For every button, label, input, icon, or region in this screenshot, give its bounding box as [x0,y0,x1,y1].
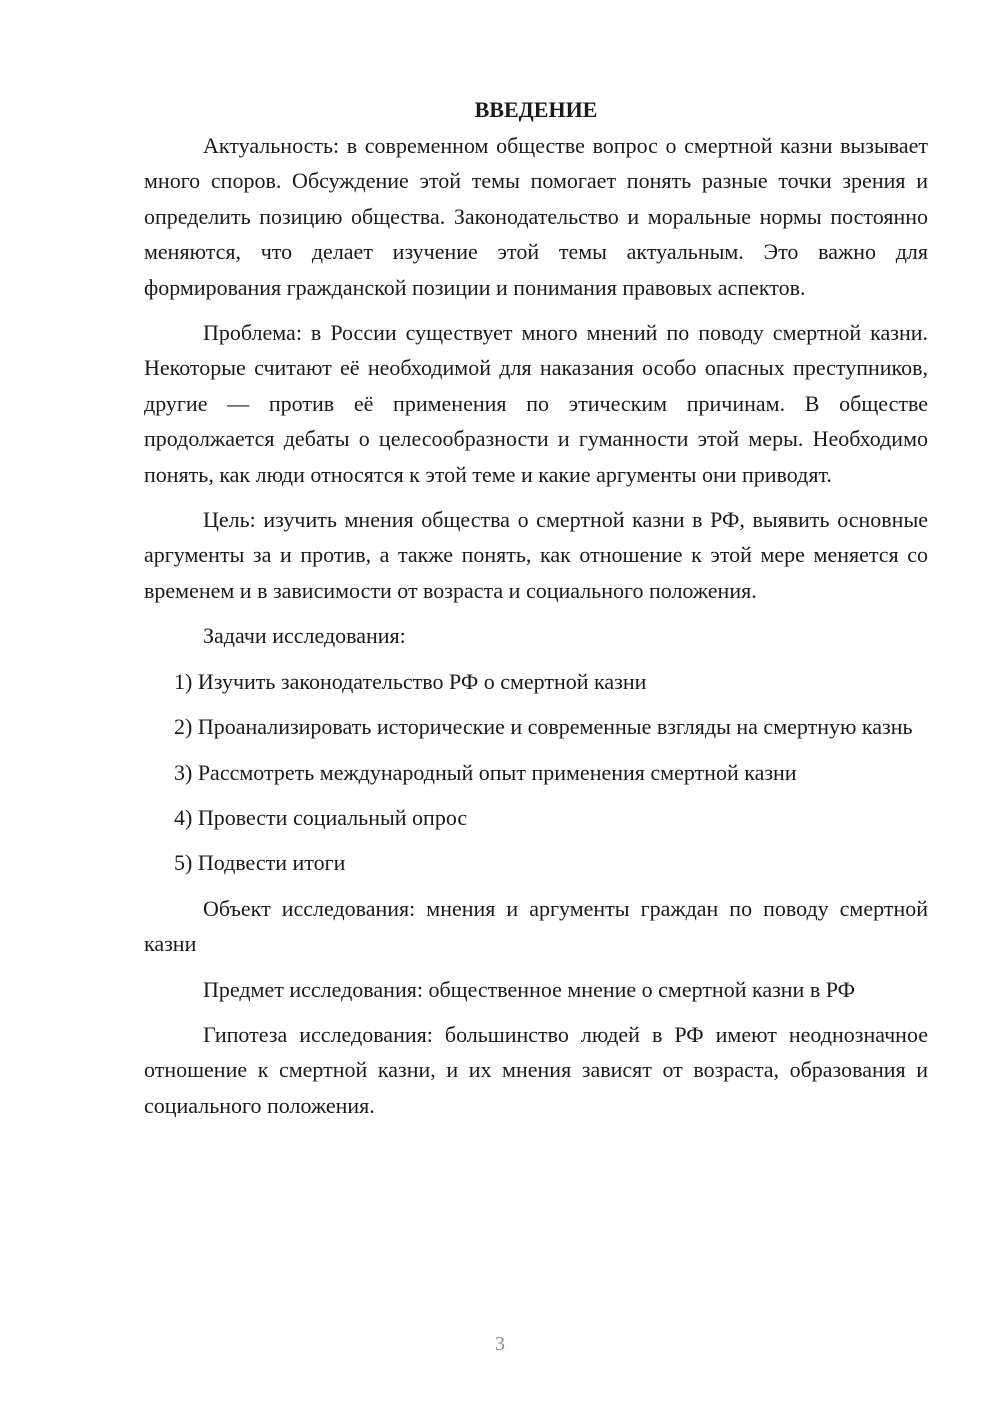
paragraph-problem: Проблема: в России существует много мнений по поводу смертной казни. Некоторые считают её необходимой для наказания особо опасных преступников, другие — против её применения по этическим причинам. В обществе продолжается дебаты о целесообразности и гуманности этой меры. Необходимо понять, как люди относятся к этой теме и какие аргументы они приводят. [144,320,928,487]
document-page [144,92,928,1123]
page-number: 3 [495,1333,505,1355]
paragraph-goal: Цель: изучить мнения общества о смертной казни в РФ, выявить основные аргументы за и против, а также понять, как отношение к этой мере меняется со временем и в зависимости от возраста и социального положения. [144,507,928,603]
paragraph-subject: Предмет исследования: общественное мнение о смертной казни в РФ [203,976,855,1002]
paragraph-relevance: Актуальность: в современном обществе вопрос о смертной казни вызывает много споров. Обсуждение этой темы помогает понять разные точки зрения и определить позицию общества. Законодательство и моральные нормы постоянно меняются, что делает изучение этой темы актуальным. Это важно для формирования гражданской позиции и понимания правовых аспектов. [144,133,928,300]
task-item-4: 4) Провести социальный опрос [174,804,468,830]
task-item-5: 5) Подвести итоги [174,850,346,876]
paragraph-hypothesis: Гипотеза исследования: большинство людей в РФ имеют неоднозначное отношение к смертной казни, и их мнения зависят от возраста, образования и социального положения. [144,1021,928,1118]
paragraph-object: Объект исследования: мнения и аргументы граждан по поводу смертной казни [144,895,928,957]
section-title: ВВЕДЕНИЕ [474,97,598,122]
task-item-3: 3) Рассмотреть международный опыт применения смертной казни [174,759,797,785]
tasks-heading: Задачи исследования: [203,623,406,649]
task-item-2: 2) Проанализировать исторические и современные взгляды на смертную казнь [174,714,913,740]
task-item-1: 1) Изучить законодательство РФ о смертной казни [174,668,647,694]
